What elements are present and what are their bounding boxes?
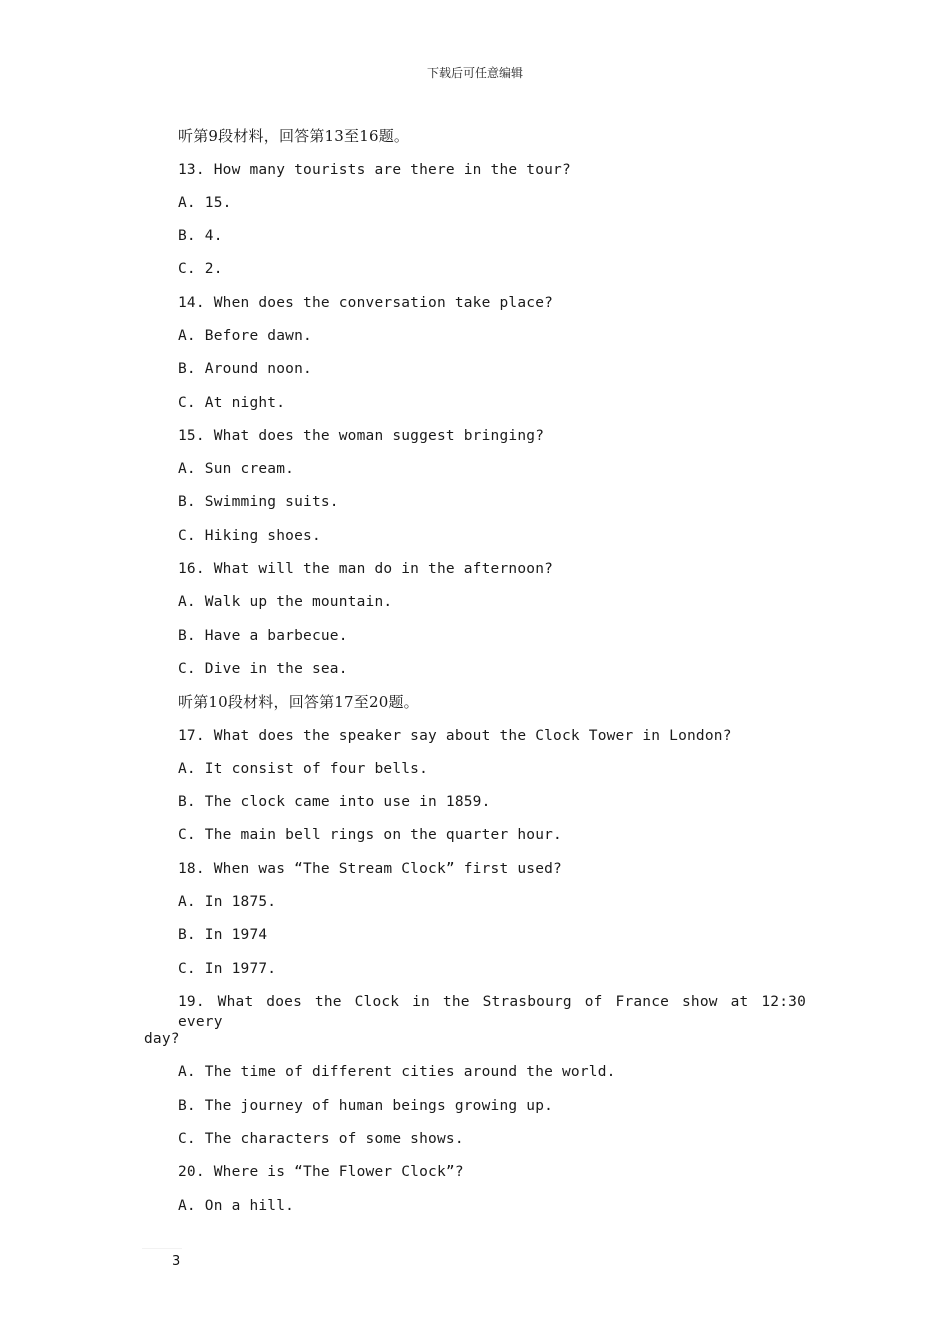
option-13-b: B. 4.	[178, 228, 223, 244]
question-13: 13. How many tourists are there in the tour?	[178, 162, 571, 178]
option-18-a: A. In 1875.	[178, 894, 277, 910]
section-instruction: 听第10段材料，回答第17至20题。	[178, 693, 419, 711]
option-18-b: B. In 1974	[178, 927, 268, 943]
page-header: 下载后可任意编辑	[426, 66, 523, 80]
footer-divider	[142, 1248, 182, 1249]
option-17-c: C. The main bell rings on the quarter hour.	[178, 827, 562, 843]
section-instruction: 听第9段材料，回答第13至16题。	[178, 127, 410, 145]
option-19-a: A. The time of different cities around the world.	[178, 1064, 616, 1080]
option-20-a: A. On a hill.	[178, 1198, 295, 1214]
option-16-c: C. Dive in the sea.	[178, 661, 348, 677]
question-17: 17. What does the speaker say about the Clock Tower in London?	[178, 728, 732, 744]
option-17-a: A. It consist of four bells.	[178, 761, 429, 777]
option-18-c: C. In 1977.	[178, 961, 277, 977]
question-16: 16. What will the man do in the afternoon?	[178, 561, 554, 577]
option-13-c: C. 2.	[178, 261, 223, 277]
question-18: 18. When was “The Stream Clock” first used?	[178, 861, 562, 877]
option-15-a: A. Sun cream.	[178, 461, 295, 477]
page-number: 3	[172, 1254, 181, 1269]
option-19-c: C. The characters of some shows.	[178, 1131, 464, 1147]
option-14-b: B. Around noon.	[178, 361, 312, 377]
question-20: 20. Where is “The Flower Clock”?	[178, 1164, 464, 1180]
question-19: 19. What does the Clock in the Strasbourg of France show at 12:30 every	[178, 994, 806, 1030]
option-14-c: C. At night.	[178, 395, 286, 411]
question-19-continued: day?	[144, 1031, 180, 1047]
option-16-a: A. Walk up the mountain.	[178, 594, 393, 610]
option-14-a: A. Before dawn.	[178, 328, 312, 344]
option-15-b: B. Swimming suits.	[178, 494, 339, 510]
question-15: 15. What does the woman suggest bringing?	[178, 428, 545, 444]
option-17-b: B. The clock came into use in 1859.	[178, 794, 491, 810]
option-19-b: B. The journey of human beings growing up.	[178, 1098, 554, 1114]
option-16-b: B. Have a barbecue.	[178, 628, 348, 644]
option-13-a: A. 15.	[178, 195, 232, 211]
question-14: 14. When does the conversation take place?	[178, 295, 554, 311]
option-15-c: C. Hiking shoes.	[178, 528, 321, 544]
